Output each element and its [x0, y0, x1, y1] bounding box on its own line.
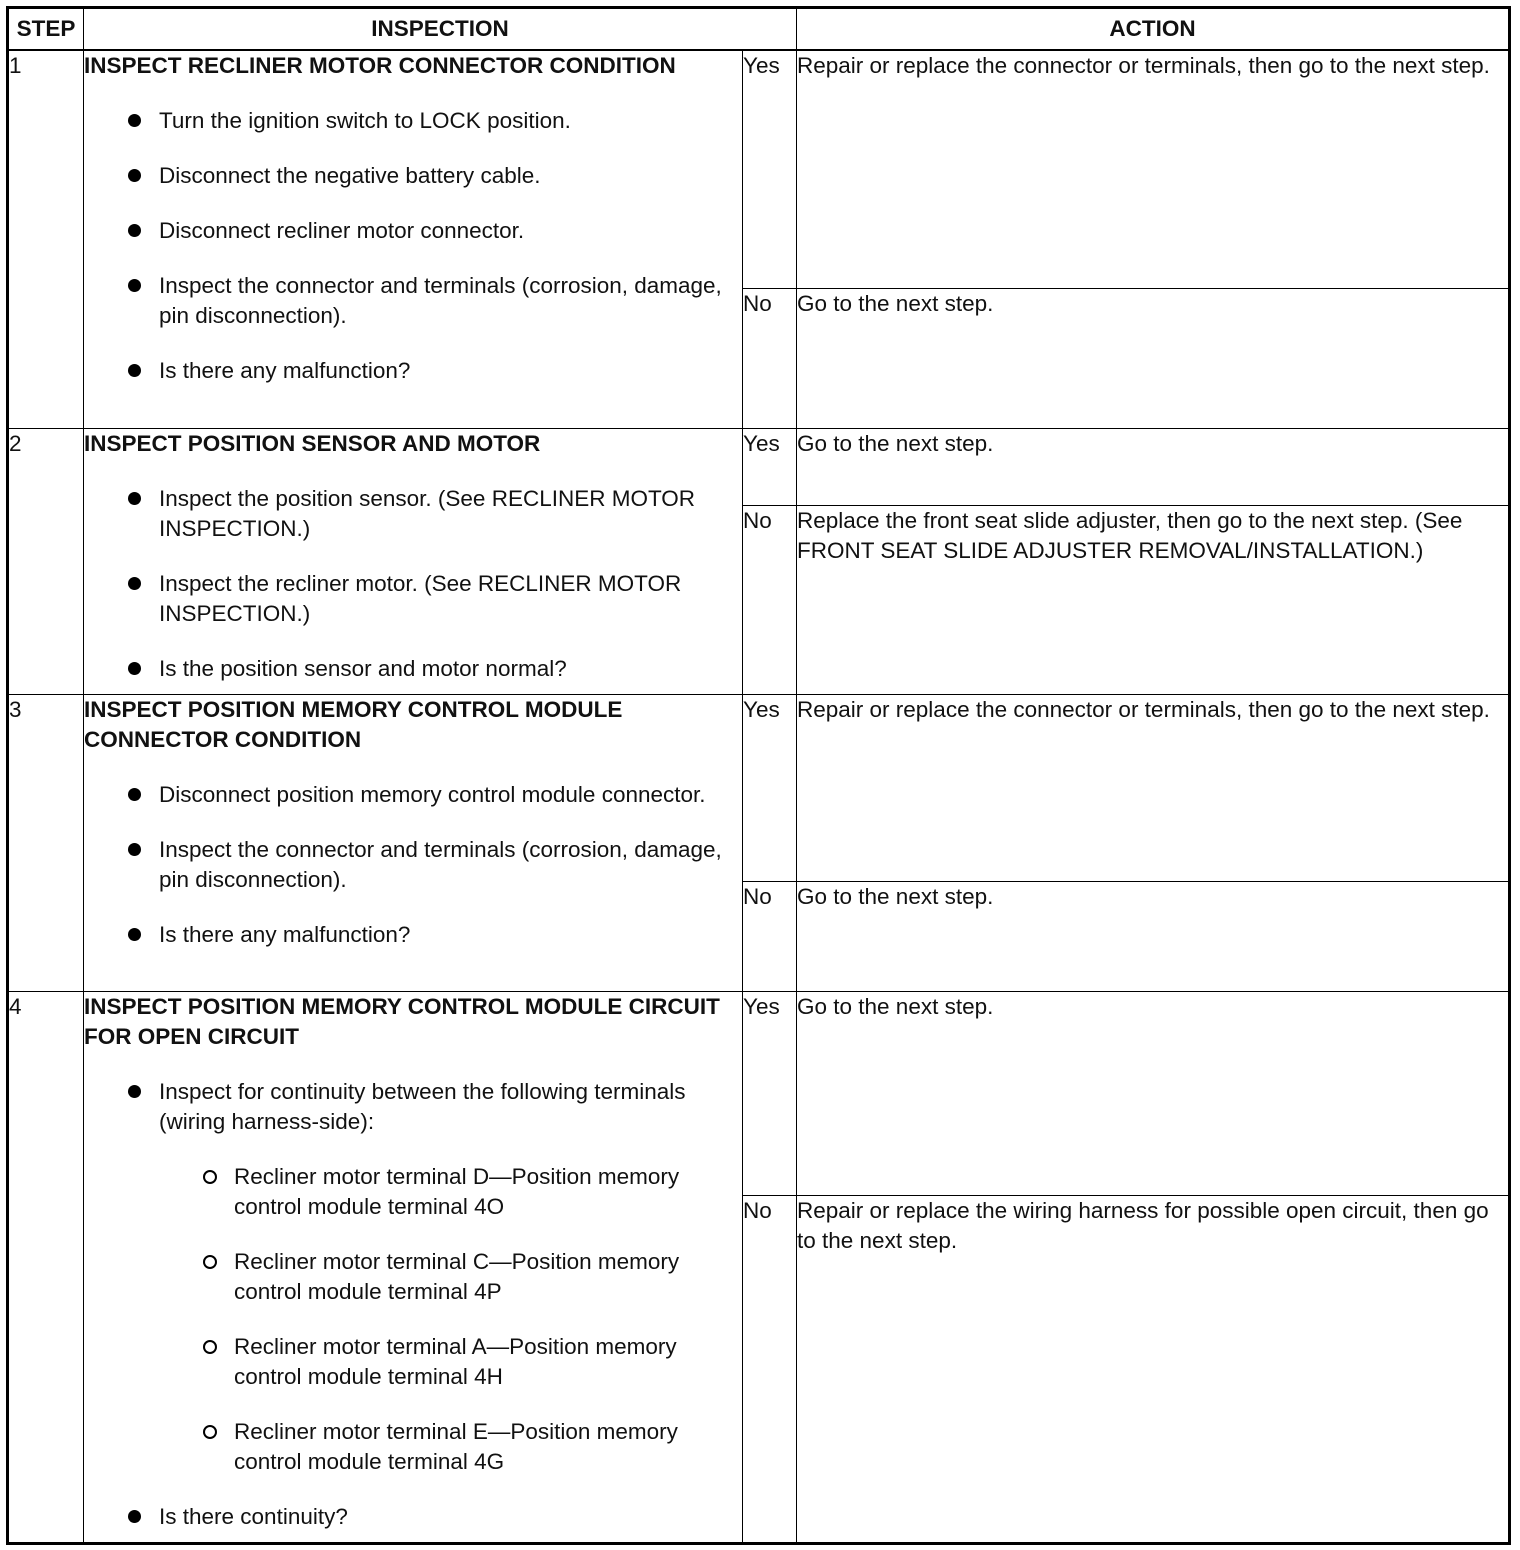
bullet-text: Inspect the position sensor. (See RECLINER MOTOR INSPECTION.) [159, 485, 696, 541]
bullet-item [84, 271, 742, 331]
yes-label: Yes [743, 991, 797, 1195]
step-row [8, 694, 1510, 881]
yes-action: Go to the next step. [797, 428, 1510, 505]
troubleshooting-table [6, 6, 1511, 1545]
bullet-item [84, 835, 742, 895]
step-row [8, 50, 1510, 288]
sub-bullet-text: Recliner motor terminal A—Position memory control module terminal 4H [234, 1333, 677, 1389]
header-inspection: INSPECTION [84, 8, 797, 51]
inspection-cell [84, 694, 743, 991]
no-label: No [743, 881, 797, 991]
bullet-text: Disconnect recliner motor connector. [159, 218, 525, 243]
header-step: STEP [8, 8, 84, 51]
circle-bullet-icon [203, 1425, 217, 1439]
bullet-text: Inspect the connector and terminals (corrosion, damage, pin disconnection). [159, 273, 722, 328]
bullet-text: Is there any malfunction? [159, 358, 411, 383]
header-action: ACTION [797, 8, 1510, 51]
step-row [8, 428, 1510, 505]
sub-bullet-text: Recliner motor terminal E—Position memory control module terminal 4G [234, 1418, 678, 1474]
no-action: Go to the next step. [797, 881, 1510, 991]
bullet-item [84, 920, 742, 950]
bullet-icon [128, 364, 141, 377]
yes-action: Go to the next step. [797, 991, 1510, 1195]
header-row [8, 8, 1510, 51]
sub-bullet-text: Recliner motor terminal C—Position memory control module terminal 4P [234, 1248, 680, 1304]
sub-bullet-item [84, 1162, 742, 1222]
circle-bullet-icon [203, 1170, 217, 1184]
circle-bullet-icon [203, 1255, 217, 1269]
bullet-text: Disconnect position memory control module connector. [159, 781, 706, 807]
yes-action: Repair or replace the connector or terminals, then go to the next step. [797, 694, 1510, 881]
no-action: Repair or replace the wiring harness for possible open circuit, then go to the next step. [797, 1195, 1510, 1543]
bullet-item [84, 484, 742, 544]
bullet-item [84, 780, 742, 810]
bullet-text: Inspect for continuity between the following terminals (wiring harness-side): [159, 1078, 686, 1134]
no-action: Go to the next step. [797, 288, 1510, 428]
bullet-icon [128, 1510, 141, 1523]
bullet-text: Is the position sensor and motor normal? [159, 655, 567, 681]
inspection-title: INSPECT POSITION MEMORY CONTROL MODULE CIRCUIT FOR OPEN CIRCUIT [84, 993, 720, 1049]
bullet-item [84, 654, 742, 684]
no-label: No [743, 1195, 797, 1543]
bullet-item [84, 106, 742, 136]
step-number: 4 [8, 991, 84, 1543]
step-number: 3 [8, 694, 84, 991]
bullet-item [84, 569, 742, 629]
sub-bullet-item [84, 1332, 742, 1392]
step-number: 2 [8, 428, 84, 694]
bullet-item [84, 216, 742, 246]
step-row [8, 991, 1510, 1195]
bullet-icon [128, 662, 141, 675]
inspection-cell [84, 50, 743, 428]
bullet-icon [128, 114, 141, 127]
inspection-cell [84, 428, 743, 694]
inspection-title: INSPECT POSITION SENSOR AND MOTOR [84, 430, 541, 456]
inspection-cell [84, 991, 743, 1543]
inspection-title: INSPECT RECLINER MOTOR CONNECTOR CONDITION [84, 53, 676, 78]
yes-action: Repair or replace the connector or terminals, then go to the next step. [797, 50, 1510, 288]
bullet-text: Is there continuity? [159, 1503, 348, 1529]
bullet-icon [128, 1085, 141, 1098]
no-label: No [743, 288, 797, 428]
bullet-icon [128, 169, 141, 182]
bullet-icon [128, 788, 141, 801]
yes-label: Yes [743, 694, 797, 881]
bullet-icon [128, 843, 141, 856]
sub-bullet-item [84, 1417, 742, 1477]
sub-bullet-text: Recliner motor terminal D—Position memory control module terminal 4O [234, 1163, 680, 1219]
bullet-text: Inspect the connector and terminals (corrosion, damage, pin disconnection). [159, 836, 722, 892]
bullet-text: Disconnect the negative battery cable. [159, 163, 541, 188]
bullet-item [84, 1077, 742, 1137]
no-action: Replace the front seat slide adjuster, then go to the next step. (See FRONT SEAT SLIDE ADJUSTER REMOVAL/INSTALLATION.) [797, 505, 1510, 694]
bullet-item [84, 1502, 742, 1532]
bullet-text: Is there any malfunction? [159, 921, 411, 947]
inspection-title: INSPECT POSITION MEMORY CONTROL MODULE CONNECTOR CONDITION [84, 696, 623, 752]
yes-label: Yes [743, 428, 797, 505]
bullet-icon [128, 928, 141, 941]
step-number: 1 [8, 50, 84, 428]
bullet-icon [128, 224, 141, 237]
bullet-item [84, 356, 742, 386]
no-label: No [743, 505, 797, 694]
sub-bullet-item [84, 1247, 742, 1307]
yes-label: Yes [743, 50, 797, 288]
circle-bullet-icon [203, 1340, 217, 1354]
bullet-icon [128, 492, 141, 505]
bullet-text: Turn the ignition switch to LOCK position. [159, 108, 571, 133]
bullet-text: Inspect the recliner motor. (See RECLINER MOTOR INSPECTION.) [159, 570, 682, 626]
bullet-icon [128, 577, 141, 590]
bullet-item [84, 161, 742, 191]
bullet-icon [128, 279, 141, 292]
